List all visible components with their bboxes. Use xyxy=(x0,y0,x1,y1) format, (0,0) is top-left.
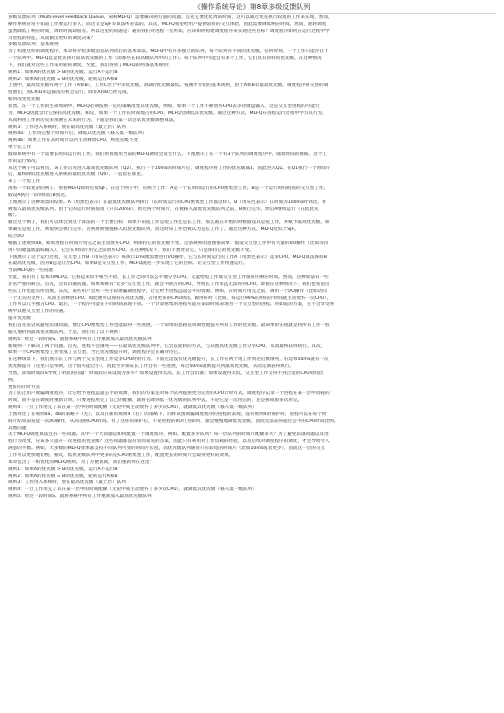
text-line: 满意的平衡。例如，大多数的MLFQ变体都支持不同队列可变的时间片长度。高优先级队列通常只有较短的时间片（比如10ms或者更少），因而这一层的交互 xyxy=(8,446,326,452)
text-line: 虽然降低了响应时间，周转时间却很差。所以这里的问题是：通常我们对进程一无所知，应该如何构建调度程序来实现这些目标？调度程序如何在运行过程中学 xyxy=(8,28,330,34)
text-line: 规则4b：如果工作在其时间片以内主动释放CPU，则优先级不变 xyxy=(8,138,139,144)
text-line: 后，最终降低优先级进入系统的最低优先级（Q0），一直留在那里。 xyxy=(8,172,146,178)
text-line: 再看一个较复杂的例子，看看MLFQ如何近似SJF。在这个例子中，有两个工作：A是一个长时间运行的CPU密集型工作，B是一个运行时间很短的交互型工作。 xyxy=(8,186,329,192)
text-line: 用户的键盘或鼠标输入），它会在时间片用完之前放弃CPU。在这种情况下，我们不想处罚它，只是保持它的优先级不变。 xyxy=(8,247,254,253)
text-line: 我们首先来尝试避免饥饿问题。要让CPU密集型工作也能取得一些进展，一个简单的思路是周期性地提升所有工作的优先级。最简单的实现就是将所有工作一股 xyxy=(8,322,330,328)
text-line: 作的运行情况。 xyxy=(8,158,41,164)
text-line: 至此，我们有了基本的MLFQ。它看起来似乎相当不错，长工作之间可以公平地分享CPU，又能给短工作或交互型工作很好的响应时间。然而，这种算法有一些 xyxy=(8,275,329,281)
document-body xyxy=(8,15,496,501)
text-line: 级）。 xyxy=(8,213,20,219)
text-line: 规则4：一旦工作用完了其在某一层中的时间配额（无论中间主动放弃了多少次CPU），就降低其优先级（移入低一级队列） xyxy=(8,405,257,411)
text-line: 工作可以几乎独占CPU。最后，一个程序可能在不同时间表现不同。一个计算密集的进程可能在某段时间表现为一个交互型的进程。用如前的方案，它不会享受系 xyxy=(8,302,335,308)
text-line: 为，MLFQ因此会让它保持高优先级。相反，如果一个工作长时间地占用CPU，MLFQ会降低其优先级。通过这种方式，MLFQ在进程运行过程中学习其行为， xyxy=(8,110,327,116)
text-line: 为了防止用户欺骗调度程序，让它给予进程远超公平的资源，我们的方案是对每个队列提供更为完善的CPU计时方式。调度程序记录一个进程在某一层中消耗的 xyxy=(8,391,330,397)
text-line: 时间，而不是在调度时重新计时。只要进程用完了自己的配额，就将它降到低一优先级的队列中去。不论它是一次用完的，还是拆成很多次用完。 xyxy=(8,398,303,404)
text-line: 提升优先级 xyxy=(8,316,31,322)
text-line: 例。 xyxy=(8,377,18,383)
text-line: 在这种场景下，我们展示长工作与两个交互型短工作竞争CPU时的行为。下面左边没有优先级提升，长工作在两个短工作到达后被饿死。右边每50ms就有一次 xyxy=(8,357,329,363)
text-line: 结合I/O xyxy=(8,234,24,239)
text-line: 来了一个短工作 xyxy=(8,179,41,185)
text-line: 脑儿地扔到最高优先级队列。于是，我们有了以下规则： xyxy=(8,329,123,335)
page-title: 《操作系统导论》第8章多级反馈队列 xyxy=(193,3,311,11)
text-line: 规则5：经过一段时间S，就将系统中所有工作重新加入最高优先级队列 xyxy=(8,336,152,342)
text-line: 规则1：如果A的优先级 > B的优先级，运行A不运行B xyxy=(8,69,118,75)
text-line: 上图展示了这种场景的结果。A（用黑色表示）在最低优先级队列执行（长时间运行的CPU密集型工作都这样）。B（用灰色表示）在时间为100ms时到达，并 xyxy=(8,199,327,205)
text-line: 规则4：一旦工作用完了其在某一层中的时间配额（无论中间主动放弃了多少次CPU），就降低其优先级（移入低一级队列） xyxy=(8,487,257,493)
text-line: 一个队列中。MLFQ总是优先执行较高优先级的工作（即那些在较高级队列中的工作）。每个队列中可能会有多个工作，它们具有同样的优先级。在这种情况 xyxy=(8,56,322,62)
text-line: 下图展示了这个运行过程，交互型工作B（用灰色表示）每执行1ms便需要进行I/O操作，它与长时间运行的工作A（用黑色表示）竞争CPU。MLFQ算法保持B xyxy=(8,254,327,260)
text-line: 关于MLFQ调度算法还有一些问题。其中一个大问题是如何配置一个调度程序，例如，配置多少队列？每一层队列的时间片配额多大？为了避免饥饿问题以及进 xyxy=(8,432,329,438)
text-line: 当前MLFQ的一些问题 xyxy=(8,268,53,274)
text-line: 一个无关的文件），从而主动释放CPU。如此便可以保持在高优先级，占用更多的CPU时间。做得好时（比如，每运行99%的时间片时间就主动放弃一次CPU）， xyxy=(8,295,332,301)
text-line: 显然，在一个工作的生命周期中，MLFQ必须按照一定的策略改变其优先级。例如，如果一个工作不断放弃CPU去等待键盘输入，这是交互型进程的可能行 xyxy=(8,103,320,109)
text-line: 规则2：如果A的优先级 = B的优先级，轮转运行A和B xyxy=(8,473,118,479)
text-line: 被加入最高优先级队列。由于它的运行时间很短（只有20ms），经过两个时间片，在被移入最低优先级队列之前，B执行完毕。然后A继续运行（在低优先 xyxy=(8,206,319,212)
text-line: 如何改变优先级 xyxy=(8,97,41,103)
text-line: 本章包含了一组优化的MLFQ规则。为了方便查阅，我们重新列在这里： xyxy=(8,459,155,465)
title-divider xyxy=(8,13,496,14)
text-line: 当然，添加时间段S导致了明显的问题：时间段应该设置为多少？如果设置得太高，长工作会饥饿；如果设置得太低，交互型工作又得不到合适的CPU时间比 xyxy=(8,370,324,376)
text-line: 统中其他交互型工作的待遇。 xyxy=(8,309,68,315)
text-line: 规则3：工作进入系统时，放在最高优先级（最上层）队列 xyxy=(8,124,126,130)
text-line: 多级反馈队列：基本规则 xyxy=(8,42,59,48)
text-line: 假设A执行一段时间后B到达。 xyxy=(8,192,70,198)
text-line: 从而利用工作的历史来预测它未来的行为。下面是我们第一次尝试优先级调整算法。 xyxy=(8,117,178,123)
text-line: 些长工作也能有所进展。其次，某些用户会用一些手段欺骗调度程序，让它给予进程远超公平的资源。例如，在时间片用完之前，调用一个I/O操作（比如访问 xyxy=(8,288,327,294)
text-line: 假如系统中有一个需要长时间运行的工作，我们看看使用当前的MLFQ调度会发生什么。下图展示了在一个有3个队列的调度程序中，随着时间的推移，这个工 xyxy=(8,151,327,157)
text-line: 多级反馈队列（Multi-level Feedback Queue，简称MLFQ）需要解决两方面的问题。首先它要优化周转时间，这可以通过优先执行较短的工作来实现。然而， xyxy=(8,15,333,20)
text-line: 根据上述规则4b，如果进程在时间片用完之前主动放弃CPU，则保持它的优先级不变。这条规则的意图很简单：假设交互型工作中有大量的I/O操作（比如等待 xyxy=(8,240,329,246)
text-line: 程行为改变，应该多久提升一次进程的优先级？这些问题都没有显而易见的答案，因此只有利用对工作负载的经验，以及后续对调度程序的调优，才会导致令人 xyxy=(8,439,330,445)
text-line: 新规则一下解决了两个问题。首先，进程不会饿死——在最高优先级队列中，它会以轮转的方式，与其他高优先级工作分享CPU，从而最终获得执行。其次， xyxy=(8,343,326,349)
text-line: 在最高优先级，因为B总是让出CPU。如果B是交互型工作，MLFQ就进一步实现了它的目标，让交互型工作快速运行。 xyxy=(8,261,248,267)
text-line: 间片结束前发起一次I/O操作，从而垄断CPU时间。有了这样的保护后，不论进程的I/O行为如何，都会慢慢地降低优先级，因而无法获得超过公平的CPU时间比例。 xyxy=(8,418,339,424)
text-line: 习进程的特征，从而做出更好的调度决策？ xyxy=(8,35,96,41)
text-line: 为了构建这样的调度程序，本章将介绍多级消息队列背后的基本算法。MLFQ中有许多独立的队列，每个队列有不同的优先级。任何时刻，一个工作只能存在于 xyxy=(8,49,329,55)
text-line: 规则5：经过一段时间S，就将系统中所有工作重新加入最高优先级队列 xyxy=(8,494,152,500)
text-line: 规则3：工作进入系统时，放在最高优先级（最上层）队列 xyxy=(8,480,126,486)
text-line: 上图中，最高优先级有两个工作（A和B），工作C位于中等优先级，而D的优先级最低。按刚才介绍的基本规则，由于A和B有最高优先级，调度程序将交替的调 xyxy=(8,83,329,89)
text-line: 工作可以更快地切换。相反，低优先级队列中更多的是CPU密集型工作，配置更长的时间片会取得更好的效果。 xyxy=(8,453,234,458)
text-line: 优先级提升（这里只是举例，这个值可能过小），因此至少保证长工作会有一些进展，每过50ms就被提升到最高优先级，从而定期获得执行。 xyxy=(8,364,295,370)
text-line: 如果一个CPU密集型工作变成了交互型，当它优先级提升时，调度程序会正确对待它。 xyxy=(8,350,183,356)
text-line: 度他们，而C和D永远都没有机会运行，除非A和B已经完成。 xyxy=(8,90,132,96)
text-line: 规则4a：工作用完整个时间片后，降低其优先级（移入低一级队列） xyxy=(8,131,147,137)
text-line: 单个长工作 xyxy=(8,145,31,151)
text-line: 上图对比了在规则4a、4b的策略下（左），以及在新的规则4（右）的策略下，同样试图欺骗调度程序的进程的表现。没有规则4的保护时，进程可以在每个时 xyxy=(8,411,327,417)
text-line: 规则2：如果A的优先级 = B的优先级，轮转运行A和B xyxy=(8,76,118,82)
text-line: 下，我们就对这些工作采用轮转调度。至此，我们得到了MLFQ的两条基本规则： xyxy=(8,62,173,68)
text-line: 操作系统常常不知道工作要运行多久，而这又是SJF等算法所必需的。其次，MLFQ希望给用户提供较好的交互体验，因此需要降低响应时间。然而，轮转调度 xyxy=(8,21,327,27)
text-line: 规则1：如果A的优先级 > B的优先级，运行A不运行B xyxy=(8,466,118,472)
text-line: 其他问题 xyxy=(8,425,27,431)
text-line: 非常严重的缺点。首先，会有饥饿问题。如果系统有"太多"交互型工作，就会不断占用CPU，导致长工作永远无法得到CPU。即使在这种情况下，我们也希望这 xyxy=(8,281,330,287)
text-line: 更好的计时方式 xyxy=(8,384,41,390)
text-line: 果确实是短工作，则很快会执行完毕，否则将被慢慢移入低优先级队列，而这时该工作也被认为是长工作了。通过这种方式，MLFQ近似于SJF。 xyxy=(8,227,299,233)
text-line: 从这个例子可以看出，该工作首先进入最高优先级队列（Q2）。执行一个10ms的时间片后，调度程序将工作的优先级减1，因此进入Q1。在Q1执行一个时间片 xyxy=(8,165,331,171)
text-line: 通过这个例子，我们可以体会到这个算法的一个主要目标：如果不知道工作是短工作还是长工作，那么就在开始的时候假设其是短工作，并赋予最高优先级。如 xyxy=(8,220,330,226)
